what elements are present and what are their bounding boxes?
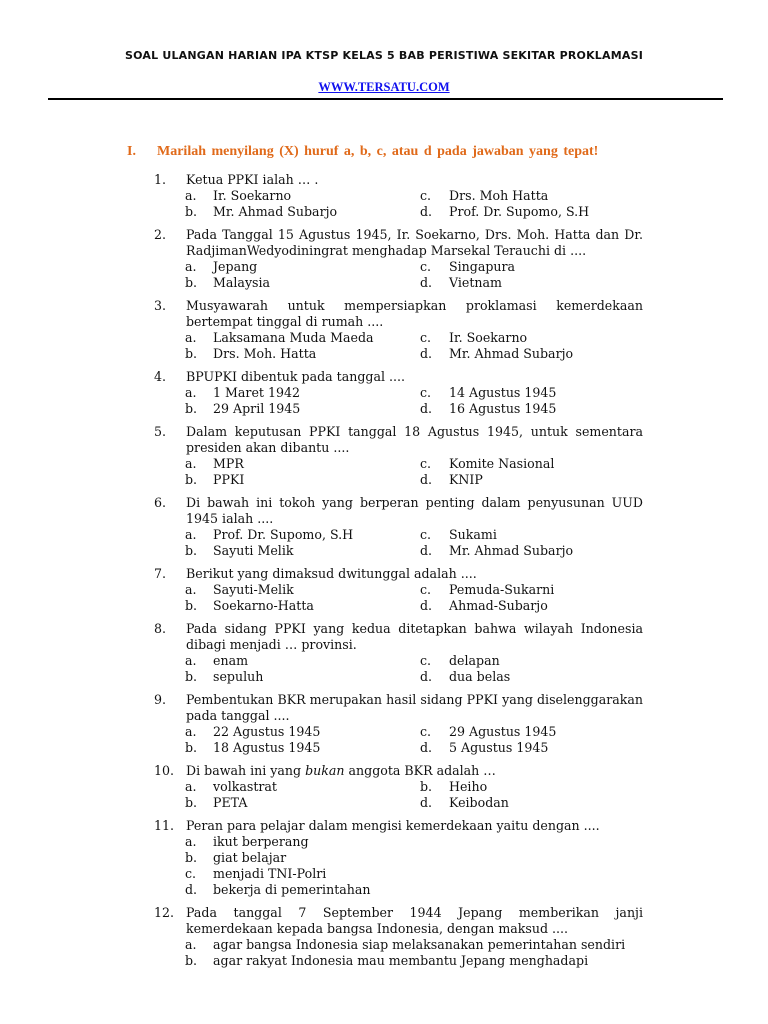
answer-options <box>0 385 768 417</box>
question-stem: BPUPKI dibentuk pada tanggal .... <box>186 369 406 384</box>
option-text[interactable]: sepuluh <box>213 669 264 684</box>
question-stem: Di bawah ini tokoh yang berperan penting dalam penyusunan UUD 1945 ialah .... <box>186 495 643 526</box>
question-item <box>0 621 768 685</box>
option-text[interactable]: Jepang <box>213 259 258 274</box>
option-text[interactable]: Keibodan <box>449 795 509 810</box>
question-text <box>0 692 643 724</box>
option-text[interactable]: Mr. Ahmad Subarjo <box>449 346 574 361</box>
option-text[interactable]: PPKI <box>213 472 245 487</box>
option-text[interactable]: Sukami <box>449 527 497 542</box>
option-letter: a. <box>185 259 197 274</box>
section-instruction: Marilah menyilang (X) huruf a, b, c, atau d pada jawaban yang tepat! <box>157 144 599 159</box>
option-text[interactable]: PETA <box>213 795 248 810</box>
option-letter: c. <box>420 724 432 739</box>
question-stem-part: anggota BKR adalah … <box>344 763 496 778</box>
answer-options <box>0 188 768 220</box>
question-emphasis: bukan <box>305 763 345 778</box>
section-number: I. <box>127 144 136 159</box>
option-letter: d. <box>420 543 433 558</box>
option-row <box>0 259 768 275</box>
question-text <box>0 298 643 330</box>
option-text[interactable]: Ir. Soekarno <box>449 330 528 345</box>
option-text[interactable]: 29 Agustus 1945 <box>449 724 557 739</box>
option-text[interactable]: Drs. Moh. Hatta <box>213 346 317 361</box>
option-text[interactable]: KNIP <box>449 472 483 487</box>
option-text[interactable]: MPR <box>213 456 244 471</box>
question-text <box>0 621 643 653</box>
question-number: 6. <box>154 495 167 510</box>
option-text[interactable]: 1 Maret 1942 <box>213 385 301 400</box>
option-letter: b. <box>185 543 198 558</box>
option-letter: a. <box>185 527 197 542</box>
option-row <box>0 779 768 795</box>
option-row <box>0 401 768 417</box>
option-text[interactable]: 22 Agustus 1945 <box>213 724 321 739</box>
option-row <box>0 188 768 204</box>
option-row <box>0 795 768 811</box>
option-row <box>0 204 768 220</box>
option-row <box>0 456 768 472</box>
question-number: 9. <box>154 692 167 707</box>
option-text[interactable]: Prof. Dr. Supomo, S.H <box>449 204 590 219</box>
option-text[interactable]: Vietnam <box>449 275 502 290</box>
option-letter: d. <box>420 472 433 487</box>
question-stem: Pada Tanggal 15 Agustus 1945, Ir. Soekarno, Drs. Moh. Hatta dan Dr. RadjimanWedyodiningrat menghadap Marsekal Terauchi di .... <box>186 227 643 258</box>
option-row <box>0 882 768 898</box>
question-stem: Peran para pelajar dalam mengisi kemerdekaan yaitu dengan .... <box>186 818 600 833</box>
option-text[interactable]: Prof. Dr. Supomo, S.H <box>213 527 354 542</box>
question-number: 12. <box>154 905 175 920</box>
option-letter: b. <box>185 346 198 361</box>
question-number: 11. <box>154 818 175 833</box>
option-row <box>0 582 768 598</box>
question-number: 2. <box>154 227 167 242</box>
question-stem: Dalam keputusan PPKI tanggal 18 Agustus 1945, untuk sementara presiden akan dibantu .... <box>186 424 643 455</box>
option-letter: b. <box>185 740 198 755</box>
option-letter: d. <box>420 740 433 755</box>
option-letter: b. <box>185 472 198 487</box>
option-letter: b. <box>185 204 198 219</box>
option-text[interactable]: 5 Agustus 1945 <box>449 740 549 755</box>
question-item <box>0 369 768 417</box>
option-text[interactable]: Mr. Ahmad Subarjo <box>213 204 338 219</box>
header-divider <box>48 98 723 100</box>
question-stem: Ketua PPKI ialah … . <box>186 172 319 187</box>
option-letter: d. <box>420 346 433 361</box>
question-number: 4. <box>154 369 167 384</box>
option-text[interactable]: Pemuda-Sukarni <box>449 582 555 597</box>
answer-options <box>0 259 768 291</box>
option-row <box>0 866 768 882</box>
option-row <box>0 543 768 559</box>
question-text <box>0 424 643 456</box>
option-letter: c. <box>420 385 432 400</box>
question-number: 8. <box>154 621 167 636</box>
option-letter: b. <box>185 953 198 968</box>
question-stem: Pada tanggal 7 September 1944 Jepang memberikan janji kemerdekaan kepada bangsa Indonesia, dengan maksud .... <box>186 905 643 936</box>
question-text <box>0 566 643 582</box>
option-text[interactable]: bekerja di pemerintahan <box>213 882 371 897</box>
option-letter: c. <box>420 653 432 668</box>
option-text[interactable]: menjadi TNI-Polri <box>213 866 327 881</box>
option-row <box>0 669 768 685</box>
question-text <box>0 763 643 779</box>
question-item <box>0 692 768 756</box>
answer-options <box>0 937 768 969</box>
option-letter: b. <box>185 669 198 684</box>
option-letter: d. <box>420 275 433 290</box>
question-stem: Musyawarah untuk mempersiapkan proklamasi kemerdekaan bertempat tinggal di rumah .... <box>186 298 643 329</box>
option-letter: b. <box>185 275 198 290</box>
question-item <box>0 566 768 614</box>
option-text[interactable]: Sayuti Melik <box>213 543 294 558</box>
question-text <box>0 172 643 188</box>
answer-options <box>0 456 768 488</box>
question-item <box>0 495 768 559</box>
option-letter: b. <box>185 401 198 416</box>
option-letter: c. <box>185 866 197 881</box>
question-number: 1. <box>154 172 167 187</box>
option-text[interactable]: 16 Agustus 1945 <box>449 401 557 416</box>
option-letter: a. <box>185 653 197 668</box>
question-text <box>0 818 643 834</box>
option-letter: a. <box>185 385 197 400</box>
answer-options <box>0 724 768 756</box>
option-row <box>0 385 768 401</box>
option-row <box>0 275 768 291</box>
option-text[interactable]: Laksamana Muda Maeda <box>213 330 374 345</box>
option-text[interactable]: Drs. Moh Hatta <box>449 188 549 203</box>
question-item <box>0 818 768 898</box>
question-stem: Pembentukan BKR merupakan hasil sidang PPKI yang diselenggarakan pada tanggal .... <box>186 692 643 723</box>
option-letter: d. <box>420 401 433 416</box>
option-text[interactable]: 14 Agustus 1945 <box>449 385 557 400</box>
question-stem: Pada sidang PPKI yang kedua ditetapkan bahwa wilayah Indonesia dibagi menjadi … provinsi. <box>186 621 643 652</box>
option-row <box>0 850 768 866</box>
option-letter: d. <box>420 669 433 684</box>
option-letter: a. <box>185 779 197 794</box>
option-letter: b. <box>185 850 198 865</box>
option-letter: d. <box>185 882 198 897</box>
option-row <box>0 527 768 543</box>
website-link[interactable]: WWW.TERSATU.COM <box>318 80 450 94</box>
option-letter: d. <box>420 598 433 613</box>
option-letter: b. <box>420 779 433 794</box>
option-letter: c. <box>420 259 432 274</box>
option-text[interactable]: Ir. Soekarno <box>213 188 292 203</box>
option-letter: d. <box>420 795 433 810</box>
option-text[interactable]: Komite Nasional <box>449 456 555 471</box>
answer-options <box>0 582 768 614</box>
option-text[interactable]: volkastrat <box>213 779 277 794</box>
question-item <box>0 905 768 969</box>
option-row <box>0 330 768 346</box>
question-item <box>0 763 768 811</box>
answer-options <box>0 330 768 362</box>
option-row <box>0 598 768 614</box>
option-text[interactable]: delapan <box>449 653 500 668</box>
option-text[interactable]: Singapura <box>449 259 516 274</box>
option-letter: c. <box>420 456 432 471</box>
option-text[interactable]: 18 Agustus 1945 <box>213 740 321 755</box>
option-text[interactable]: agar rakyat Indonesia mau membantu Jepang menghadapi <box>213 953 589 968</box>
option-letter: c. <box>420 527 432 542</box>
question-number: 5. <box>154 424 167 439</box>
document-title: SOAL ULANGAN HARIAN IPA KTSP KELAS 5 BAB PERISTIWA SEKITAR PROKLAMASI <box>125 49 643 62</box>
question-text <box>0 227 643 259</box>
option-letter: a. <box>185 188 197 203</box>
question-item <box>0 172 768 220</box>
question-number: 3. <box>154 298 167 313</box>
option-letter: a. <box>185 937 197 952</box>
question-item <box>0 227 768 291</box>
question-list <box>0 172 768 976</box>
option-letter: c. <box>420 330 432 345</box>
option-letter: a. <box>185 456 197 471</box>
question-stem-part: Di bawah ini yang <box>186 763 306 778</box>
option-letter: a. <box>185 582 197 597</box>
question-number: 10. <box>154 763 175 778</box>
option-row <box>0 834 768 850</box>
option-letter: b. <box>185 795 198 810</box>
answer-options <box>0 527 768 559</box>
option-letter: a. <box>185 834 197 849</box>
answer-options <box>0 653 768 685</box>
question-number: 7. <box>154 566 167 581</box>
option-row <box>0 740 768 756</box>
question-text <box>0 495 643 527</box>
question-item <box>0 424 768 488</box>
option-text[interactable]: Malaysia <box>213 275 271 290</box>
option-letter: c. <box>420 188 432 203</box>
option-row <box>0 953 768 969</box>
option-text[interactable]: Sayuti-Melik <box>213 582 294 597</box>
question-item <box>0 298 768 362</box>
option-letter: a. <box>185 330 197 345</box>
option-row <box>0 346 768 362</box>
section-heading <box>127 144 647 160</box>
option-row <box>0 937 768 953</box>
question-text <box>0 369 643 385</box>
option-text[interactable]: Ahmad-Subarjo <box>449 598 548 613</box>
answer-options <box>0 834 768 898</box>
option-letter: c. <box>420 582 432 597</box>
option-text[interactable]: Soekarno-Hatta <box>213 598 314 613</box>
option-letter: d. <box>420 204 433 219</box>
option-text[interactable]: enam <box>213 653 249 668</box>
answer-options <box>0 779 768 811</box>
option-text[interactable]: dua belas <box>449 669 511 684</box>
option-row <box>0 653 768 669</box>
option-row <box>0 724 768 740</box>
option-text[interactable]: giat belajar <box>213 850 287 865</box>
question-text <box>0 905 643 937</box>
option-letter: a. <box>185 724 197 739</box>
option-text[interactable]: 29 April 1945 <box>213 401 301 416</box>
option-text[interactable]: ikut berperang <box>213 834 309 849</box>
question-stem: Berikut yang dimaksud dwitunggal adalah .... <box>186 566 477 581</box>
option-text[interactable]: agar bangsa Indonesia siap melaksanakan pemerintahan sendiri <box>213 937 626 952</box>
option-row <box>0 472 768 488</box>
option-text[interactable]: Heiho <box>449 779 488 794</box>
option-text[interactable]: Mr. Ahmad Subarjo <box>449 543 574 558</box>
option-letter: b. <box>185 598 198 613</box>
